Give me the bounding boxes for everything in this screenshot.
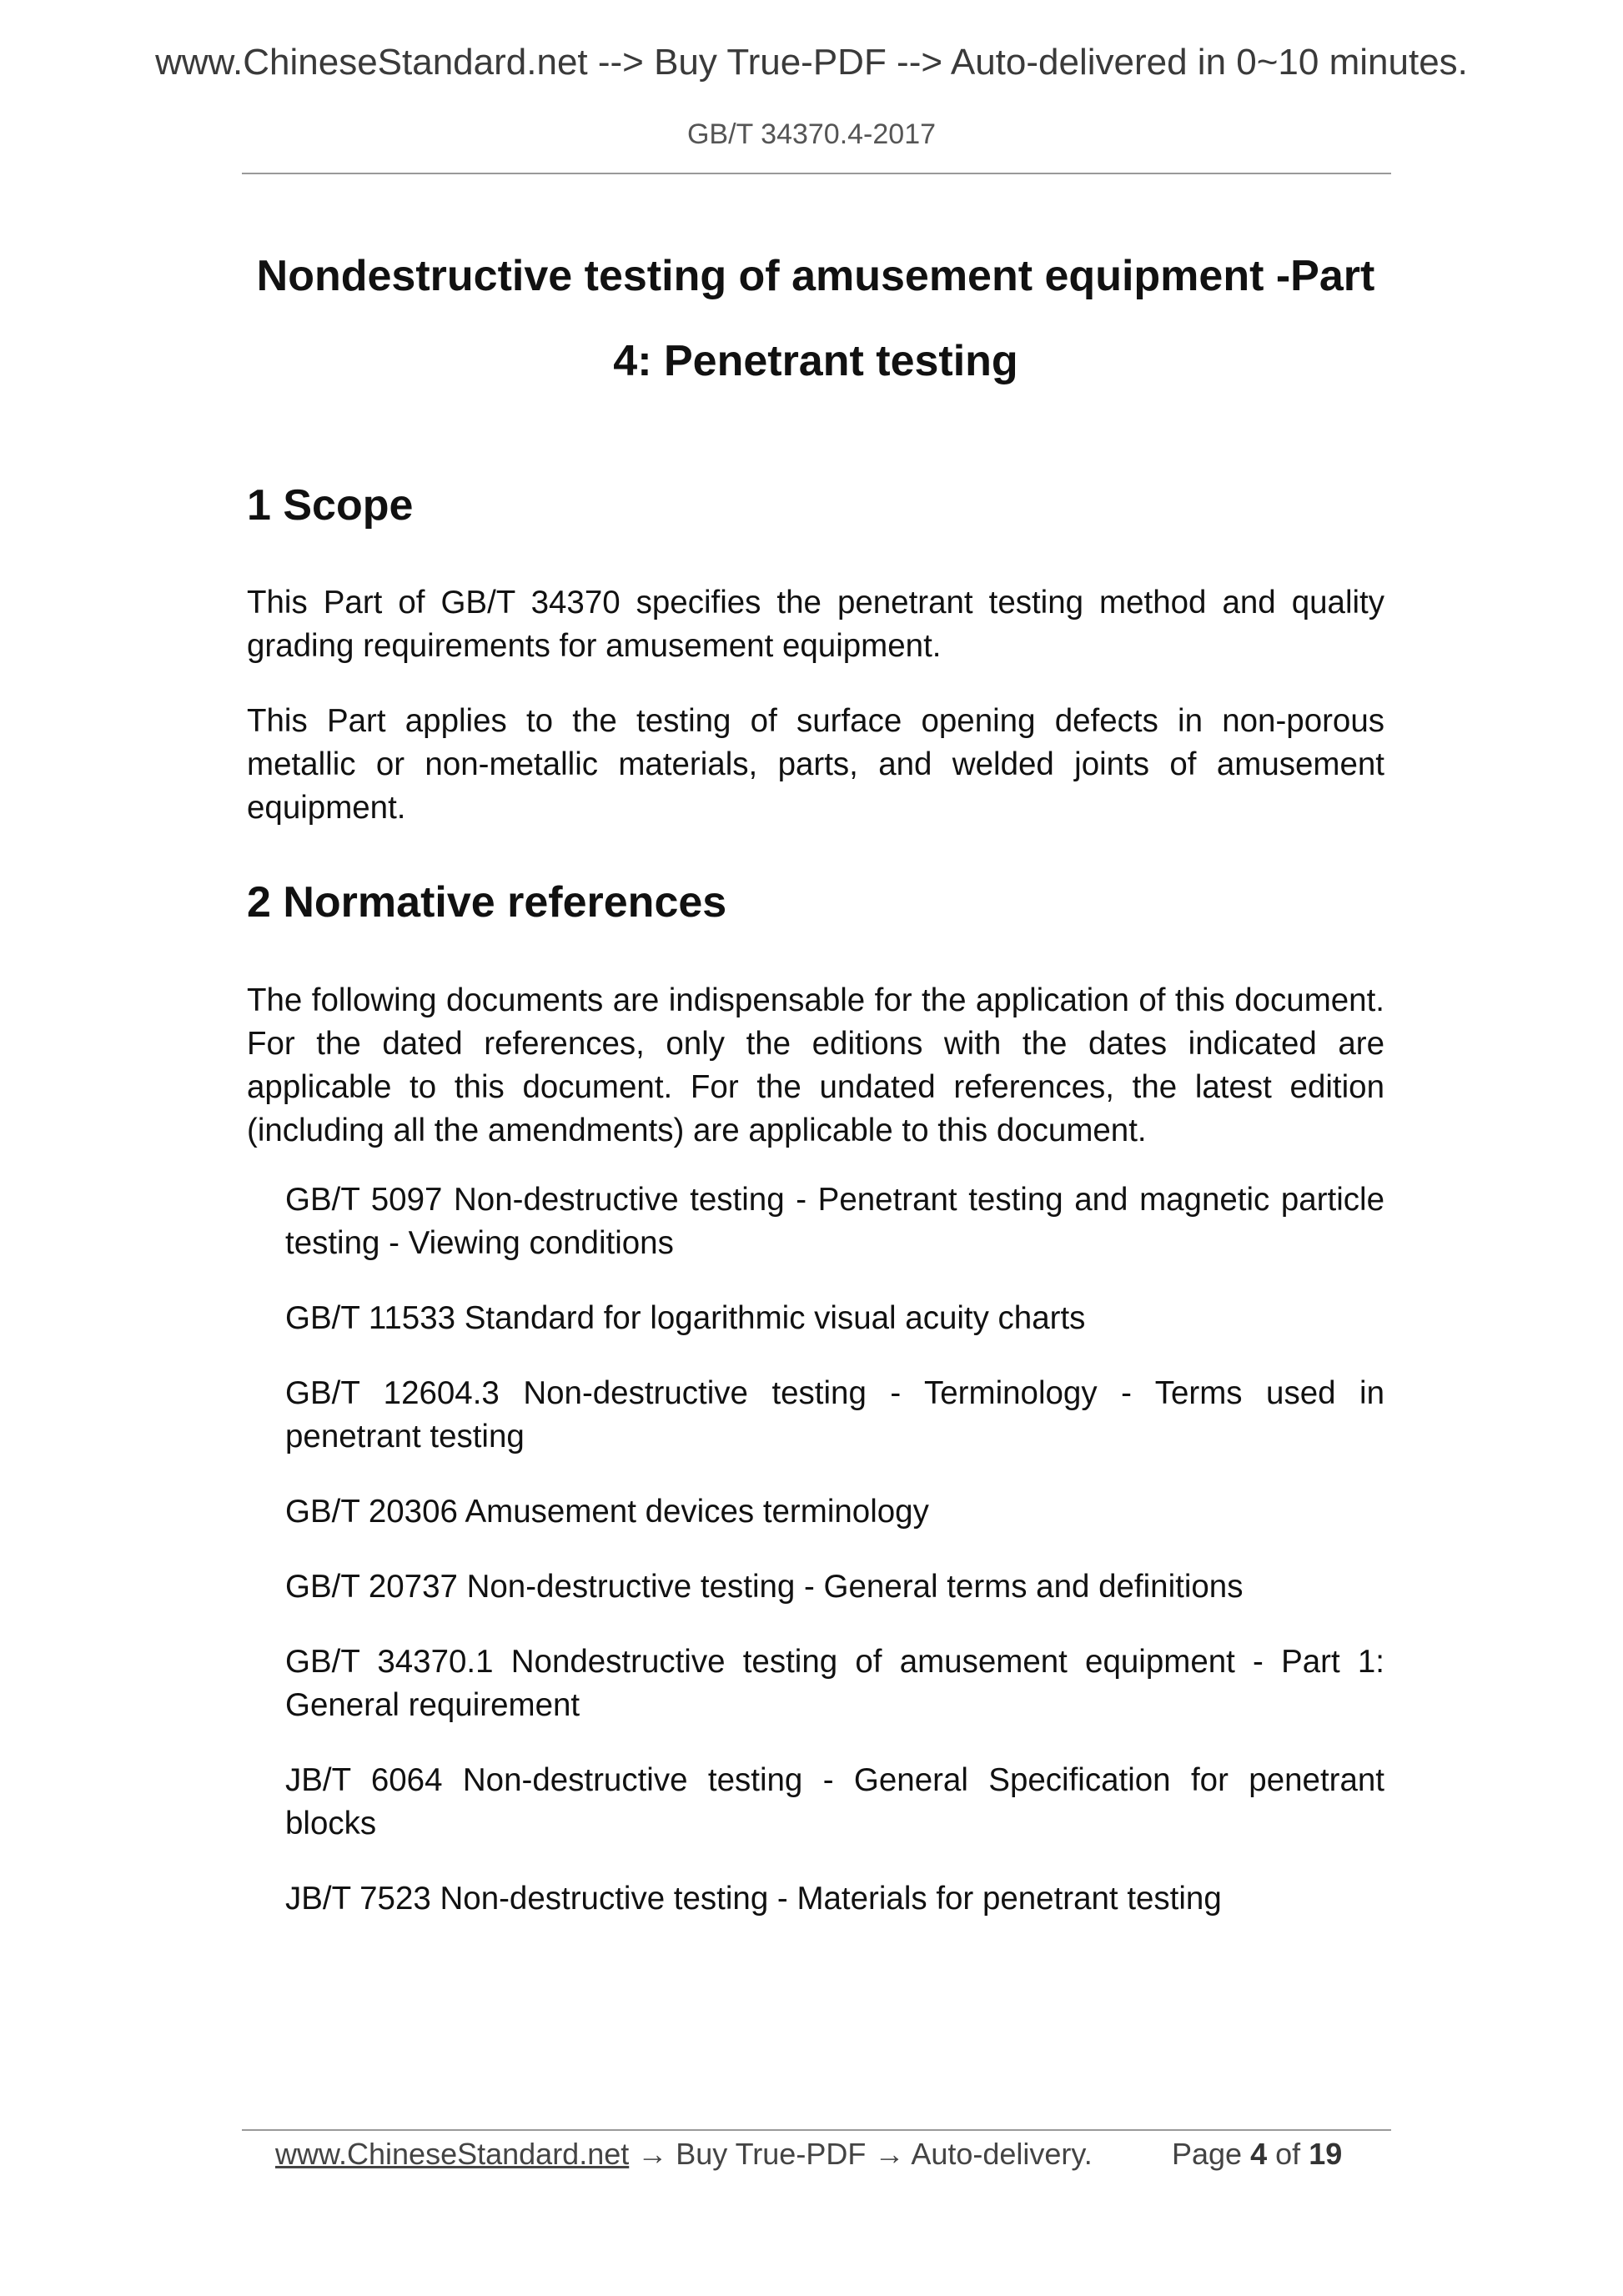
reference-item: GB/T 5097 Non-destructive testing - Penetrant testing and magnetic particle testing - Viewing conditions xyxy=(285,1182,1384,1261)
footer-text: → Buy True-PDF → Auto-delivery. xyxy=(629,2137,1093,2171)
reference-item: GB/T 12604.3 Non-destructive testing - Terminology - Terms used in penetrant testing xyxy=(285,1375,1384,1454)
page-title xyxy=(247,234,1384,404)
scope-paragraph-2 xyxy=(247,700,1384,830)
header-banner: www.ChineseStandard.net --> Buy True-PDF --> Auto-delivered in 0~10 minutes. xyxy=(155,42,1468,83)
footer-promo xyxy=(275,2137,1093,2172)
paragraph-text: This Part applies to the testing of surface opening defects in non-porous metallic or non-metallic materials, parts, and welded joints of amusement equipment. xyxy=(247,703,1384,826)
scope-heading: 1 Scope xyxy=(247,481,414,530)
reference-item: GB/T 20737 Non-destructive testing - General terms and definitions xyxy=(285,1569,1244,1605)
of-label: of xyxy=(1275,2137,1301,2171)
header-divider xyxy=(242,173,1391,174)
paragraph-text: This Part of GB/T 34370 specifies the penetrant testing method and quality grading requirements for amusement equipment. xyxy=(247,585,1384,664)
page-number: 4 xyxy=(1250,2137,1268,2171)
footer-divider xyxy=(242,2129,1391,2131)
document-id: GB/T 34370.4-2017 xyxy=(686,118,937,150)
scope-paragraph-1 xyxy=(247,581,1384,668)
total-pages: 19 xyxy=(1309,2137,1343,2171)
page-indicator xyxy=(1172,2137,1342,2172)
reference-item: JB/T 7523 Non-destructive testing - Materials for penetrant testing xyxy=(285,1881,1222,1917)
reference-item: GB/T 11533 Standard for logarithmic visual acuity charts xyxy=(285,1300,1086,1336)
reference-item: GB/T 34370.1 Nondestructive testing of amusement equipment - Part 1: General requirement xyxy=(285,1644,1384,1723)
reference-item: JB/T 6064 Non-destructive testing - General Specification for penetrant blocks xyxy=(285,1762,1384,1841)
normative-intro xyxy=(247,979,1384,1153)
reference-item: GB/T 20306 Amusement devices terminology xyxy=(285,1494,929,1530)
normative-references-heading: 2 Normative references xyxy=(247,878,727,927)
title-line-1: Nondestructive testing of amusement equipment -Part xyxy=(256,252,1375,300)
title-line-2: 4: Penetrant testing xyxy=(613,337,1018,385)
footer-site-link[interactable]: www.ChineseStandard.net xyxy=(275,2137,630,2171)
page-label: Page xyxy=(1172,2137,1243,2171)
paragraph-text: The following documents are indispensable for the application of this document. For the dated references, only the editions with the dates indicated are applicable to this document. For the undated references, the latest edition (including all the amendments) are applicable to this document. xyxy=(247,982,1384,1148)
reference-list xyxy=(285,1178,1384,1952)
